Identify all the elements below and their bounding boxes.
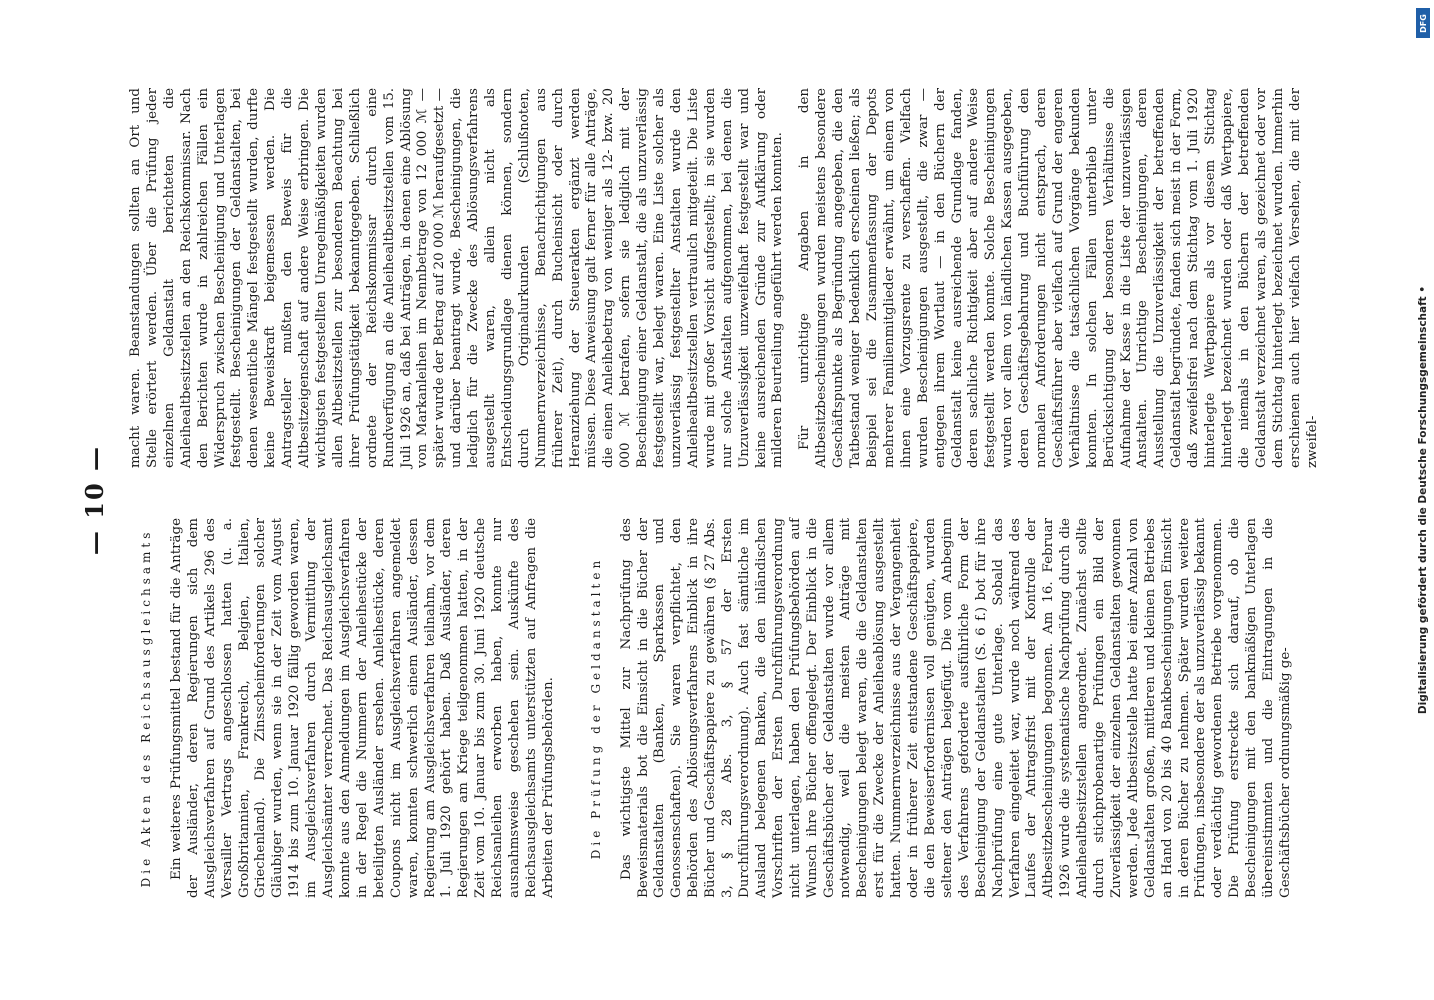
digitization-notice: Digitalisierung gefördert durch die Deutsche Forschungsgemeinschaft • xyxy=(1417,285,1429,715)
section-heading-geldanstalten: Die Prüfung der Geldanstalten xyxy=(588,556,603,860)
left-column xyxy=(128,518,1295,898)
paragraph-unrichtige-angaben: Für unrichtige Angaben in den Altbesitzbescheinigungen wurden meistens besondere Geschäftspunkte als Begründung angegeben, die den Tatbestand weniger bedenklich erscheinen ließen; als Beispiel sei die Zusammenfassung der Depots mehrerer Familienmitglieder erwähnt, um einem von ihnen eine Vorzugsrente zu verschaffen. Vielfach wurden Bescheinigungen ausgestellt, die zwar — entgegen ihrem Wortlaut — in den Büchern der Geldanstalt keine ausreichende Grundlage fanden, deren sachliche Richtigkeit aber auf andere Weise festgestellt werden konnte. Solche Bescheinigungen wurden vor allem von ländlichen Kassen ausgegeben, deren Geschäftsgebahrung und Buchführung den normalen Anforderungen nicht entsprach, deren Geschäftsführer aber vielfach auf Grund der engeren Verhältnisse die tatsächlichen Vorgänge bekunden konnten. In solchen Fällen unterblieb unter Berücksichtigung der besonderen Verhältnisse die Aufnahme der Kasse in die Liste der unzuverlässigen Anstalten. Unrichtige Bescheinigungen, deren Ausstellung die Unzuverlässigkeit der betreffenden Geldanstalt begründete, fanden sich meist in der Form, daß zweifelsfrei nach dem Stichtag vom 1. Juli 1920 hinterlegte Wertpapiere als vor diesem Stichtag hinterlegt bezeichnet wurden oder daß Wertpapiere, die niemals in den Büchern der betreffenden Geldanstalt verzeichnet waren, als gezeichnet oder vor dem Stichtag hinterlegt bezeichnet wurden. Immerhin erschienen auch hier vielfach Versehen, die mit der zweifel- xyxy=(797,88,1320,468)
section-heading-akten: Die Akten des Reichsausgleichsamts xyxy=(139,528,153,888)
dfg-logo xyxy=(1416,8,1430,38)
paragraph-akten: Ein weiteres Prüfungsmittel bestand für die Anträge der Ausländer, deren Regierungen sich dem Ausgleichsverfahren auf Grund des Artikels 296 des Versailler Vertrags angeschlossen hatten (u. a. Großbritannien, Frankreich, Belgien, Italien, Griechenland). Die Zinsscheinforderungen solcher Gläubiger wurden, wenn sie in der Zeit vom August 1914 bis zum 10. Januar 1920 fällig geworden waren, im Ausgleichsverfahren durch Vermittlung der Ausgleichsämter verrechnet. Das Reichsausgleichsamt konnte aus den Anmeldungen im Ausgleichsverfahren in der Regel die Nummern der Anleihestücke der beteiligten Ausländer ersehen. Anleihestücke, deren Coupons nicht im Ausgleichsverfahren angemeldet waren, konnten schwerlich einem Ausländer, dessen Regierung am Ausgleichsverfahren teilnahm, vor dem 1. Juli 1920 gehört haben. Daß Ausländer, deren Regierungen am Kriege teilgenommen hatten, in der Zeit vom 10. Januar bis zum 30. Juni 1920 deutsche Reichsanleihen erworben haben, konnte nur ausnahmsweise geschehen sein. Auskünfte des Reichsausgleichsamts unterstützten auf Anfragen die Arbeiten der Prüfungsbehörden. xyxy=(168,518,556,898)
digitization-strip xyxy=(1412,0,1434,1000)
dfg-logo-text: DFG xyxy=(1418,13,1428,33)
right-column xyxy=(128,88,1321,468)
paragraph-beanstandungen: macht waren. Beanstandungen sollten an Ort und Stelle erörtert werden. Über die Prüfung jeder einzelnen Geldanstalt berichteten die Anleihealtbesitzstellen an den Reichskommissar. Nach den Berichten wurde in zahlreichen Fällen ein Widerspruch zwischen Bescheinigung und Unterlagen festgestellt. Bescheinigungen der Geldanstalten, bei denen wesentliche Mängel festgestellt wurden, durfte keine Beweiskraft beigemessen werden. Die Antragsteller mußten den Beweis für die Altbesitzeigenschaft auf andere Weise erbringen. Die wichtigsten festgestellten Unregelmäßigkeiten wurden allen Altbesitzstellen zur besonderen Beachtung bei ihrer Prüfungstätigkeit bekanntgegeben. Schließlich ordnete der Reichskommissar durch eine Rundverfügung an die Anleihealtbesitzstellen vom 15. Juli 1926 an, daß bei Anträgen, in denen eine Ablösung von Markanleihen im Nennbetrage von 12 000 ℳ — später wurde der Betrag auf 20 000 ℳ heraufgesetzt — und darüber beantragt wurde, Bescheinigungen, die lediglich für die Zwecke des Ablösungsverfahrens ausgestellt waren, allein nicht als Entscheidungsgrundlage dienen können, sondern durch Originalurkunden (Schlußnoten, Nummernverzeichnisse, Benachrichtigungen aus früherer Zeit), durch Bucheinsicht oder durch Heranziehung der Steuerakten ergänzt werden müssen. Diese Anweisung galt ferner für alle Anträge, die einen Anleihebetrag von weniger als 12- bzw. 20 000 ℳ betrafen, sofern sie lediglich mit der Bescheinigung einer Geldanstalt, die als unzuverlässig festgestellt war, belegt waren. Eine Liste solcher als unzuverlässig festgestellter Anstalten wurde den Anleihealtbesitzstellen vertraulich mitgeteilt. Die Liste wurde mit großer Vorsicht aufgestellt; in sie wurden nur solche Anstalten aufgenommen, bei denen die Unzuverlässigkeit unzweifelhaft festgestellt war und keine ausreichenden Gründe zur Aufklärung oder milderen Beurteilung angeführt werden konnten. xyxy=(128,88,786,468)
paragraph-geldanstalten: Das wichtigste Mittel zur Nachprüfung des Beweismaterials bot die Einsicht in die Bücher der Geldanstalten (Banken, Sparkassen und Genossenschaften). Sie waren verpflichtet, den Behörden des Ablösungsverfahrens Einblick in ihre Bücher und Geschäftspapiere zu gewähren (§ 27 Abs. 3, § 28 Abs. 3, § 57 der Ersten Durchführungsverordnung). Auch fast sämtliche im Ausland belegenen Banken, die den inländischen Vorschriften der Ersten Durchführungsverordnung nicht unterlagen, haben den Prüfungsbehörden auf Wunsch ihre Bücher offengelegt. Der Einblick in die Geschäftsbücher der Geldanstalten wurde vor allem notwendig, weil die meisten Anträge mit Bescheinigungen belegt waren, die die Geldanstalten erst für die Zwecke der Anleiheablösung ausgestellt hatten. Nummernverzeichnisse aus der Vergangenheit oder in früherer Zeit entstandene Geschäftspapiere, die den Beweiserfordernissen voll genügten, wurden seltener den Anträgen beigefügt. Die vom Anbeginn des Verfahrens geforderte ausführliche Form der Bescheinigung der Geldanstalten (S. 6 f.) bot für ihre Nachprüfung eine gute Unterlage. Sobald das Verfahren eingeleitet war, wurde noch während des Laufes der Antragsfrist mit der Kontrolle der Altbesitzbescheinigungen begonnen. Am 16. Februar 1926 wurde die systematische Nachprüfung durch die Anleihealtbesitzstellen angeordnet. Zunächst sollte durch stichprobenartige Prüfungen ein Bild der Zuverlässigkeit der einzelnen Geldanstalten gewonnen werden. Jede Altbesitzstelle hatte bei einer Anzahl von Geldanstalten großen, mittleren und kleinen Betriebes an Hand von 20 bis 40 Bankbescheinigungen Einsicht in deren Bücher zu nehmen. Später wurden weitere Prüfungen, insbesondere der als unzuverlässig bekannt oder verdächtig gewordenen Betriebe vorgenommen. Die Prüfung erstreckte sich darauf, ob die Bescheinigungen mit den bankmäßigen Unterlagen übereinstimmten und die Eintragungen in die Geschäftsbücher ordnungsmäßig ge- xyxy=(618,518,1293,898)
page-number: — 10 — xyxy=(80,444,109,556)
